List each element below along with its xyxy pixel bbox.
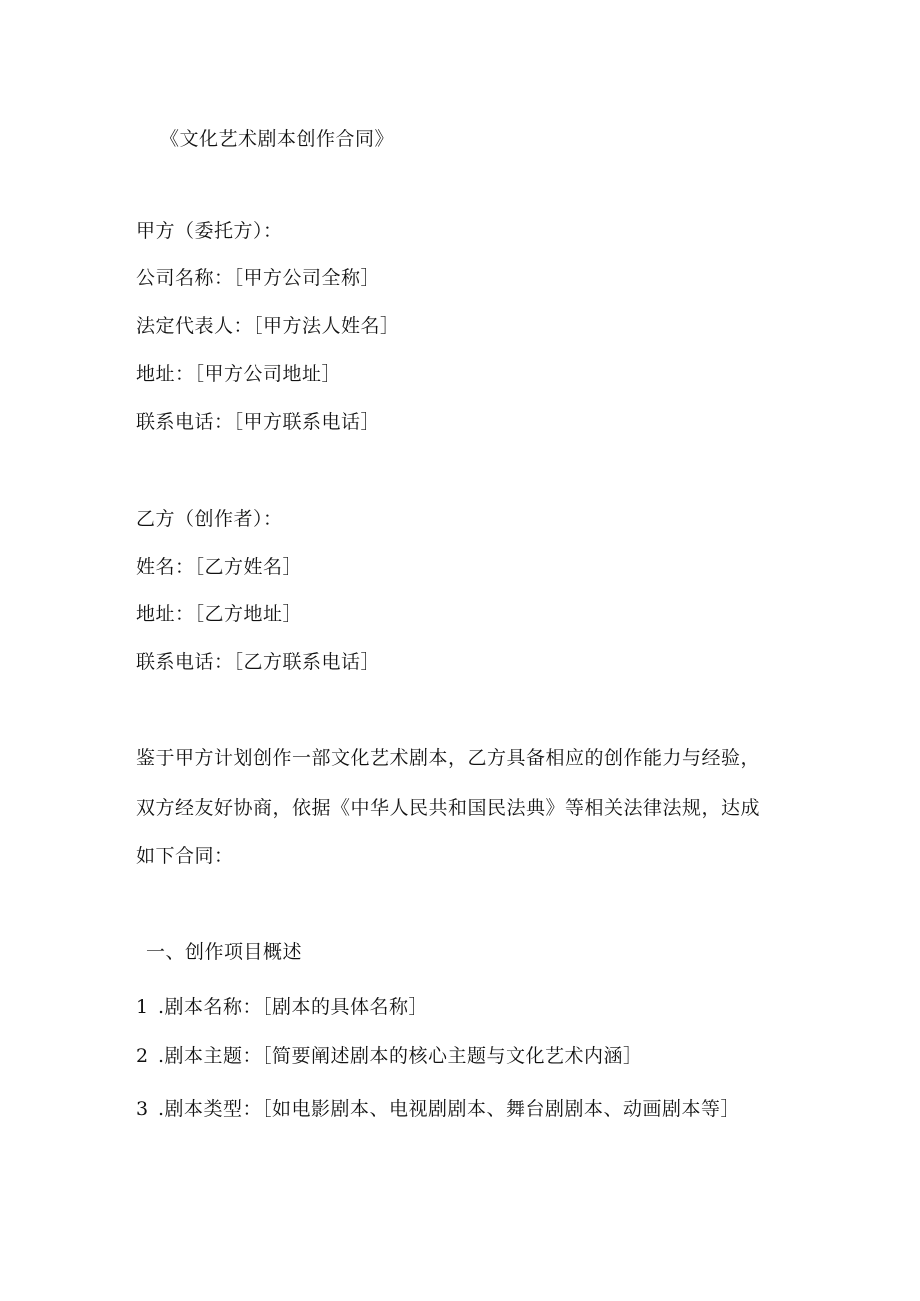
list-item xyxy=(136,1096,740,1122)
list-item-number: 1 xyxy=(136,996,149,1018)
list-item xyxy=(136,994,428,1020)
preamble-line: 鉴于甲方计划创作一部文化艺术剧本，乙方具备相应的创作能力与经验， xyxy=(136,747,761,769)
document-title: 《文化艺术剧本创作合同》 xyxy=(160,128,395,150)
party-a-company-name: 公司名称：［甲方公司全称］ xyxy=(136,267,381,289)
party-b-phone: 联系电话：［乙方联系电话］ xyxy=(136,651,381,673)
party-a-address: 地址：［甲方公司地址］ xyxy=(136,363,342,385)
list-item-text: .剧本类型：［如电影剧本、电视剧剧本、舞台剧剧本、动画剧本等］ xyxy=(158,1098,741,1120)
party-a-legal-rep: 法定代表人：［甲方法人姓名］ xyxy=(136,315,400,337)
preamble-line: 双方经友好协商，依据《中华人民共和国民法典》等相关法律法规，达成 xyxy=(136,797,761,819)
list-item-number: 3 xyxy=(136,1098,149,1120)
party-b-heading: 乙方（创作者）： xyxy=(136,508,283,530)
list-item xyxy=(136,1043,643,1069)
list-item-text: .剧本名称：［剧本的具体名称］ xyxy=(158,996,429,1018)
party-b-name: 姓名：［乙方姓名］ xyxy=(136,556,303,578)
section-heading: 一、创作项目概述 xyxy=(146,941,303,963)
list-item-text: .剧本主题：［简要阐述剧本的核心主题与文化艺术内涵］ xyxy=(158,1045,643,1067)
list-item-number: 2 xyxy=(136,1045,149,1067)
preamble-line: 如下合同： xyxy=(136,845,234,867)
party-a-heading: 甲方（委托方）： xyxy=(136,220,283,242)
party-b-address: 地址：［乙方地址］ xyxy=(136,603,303,625)
party-a-phone: 联系电话：［甲方联系电话］ xyxy=(136,411,381,433)
